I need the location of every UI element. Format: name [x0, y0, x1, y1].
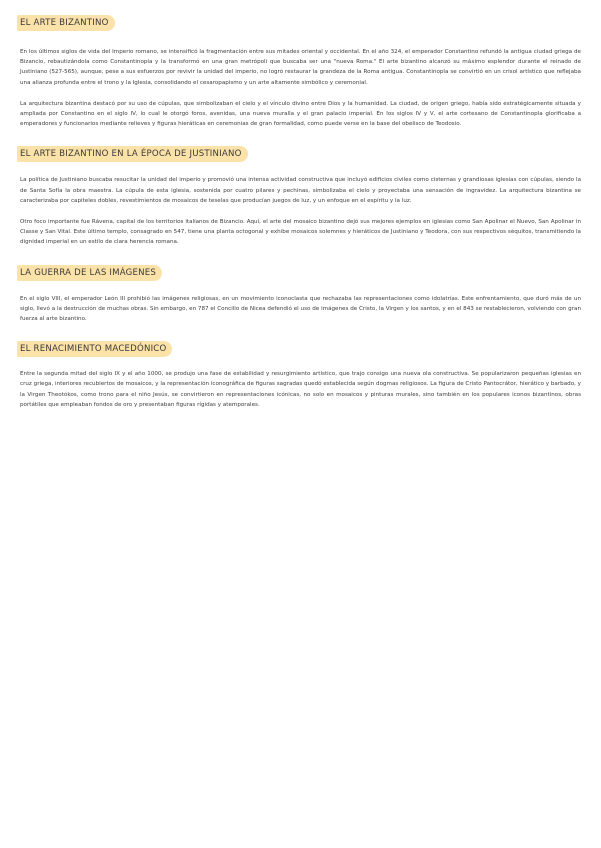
- paragraph: En el siglo VIII, el emperador León III prohibió las imágenes religiosas, en un movimiento iconoclasta que rechazaba las representaciones como idolatrías. Este enfrentamiento, que duró más de un siglo, llevó a la destrucción de muchas obras. Sin embargo, en 787 el Concilio de Nicea defendió el uso de imágenes de Cristo, la Virgen y los santos, y en el 843 se restablecieron, volviendo con gran fuerza al arte bizantino.: [20, 295, 581, 323]
- section-heading: EL ARTE BIZANTINO: [17, 15, 115, 31]
- section-heading: EL RENACIMIENTO MACEDÓNICO: [17, 341, 172, 357]
- section-justiniano: [20, 141, 581, 247]
- paragraph: La arquitectura bizantina destacó por su uso de cúpulas, que simbolizaban el cielo y el vínculo divino entre Dios y la humanidad. La ciudad, de origen griego, había sido estratégicamente situada y ampliada por Constantino en el siglo IV, lo cual le otorgó foros, avenidas, una nueva muralla y el gran palacio imperial. En los siglos IV y V, el arte cortesano de Constantinopla glorificaba a emperadores y funcionarios mediante relieves y figuras hieráticas en ceremonias de gran formalidad, como puede verse en la base del obelisco de Teodosio.: [20, 100, 581, 128]
- paragraph: La política de Justiniano buscaba resucitar la unidad del imperio y promovió una intensa actividad constructiva que incluyó edificios civiles como cisternas y grandiosas iglesias con cúpulas, siendo la de Santa Sofía la obra maestra. La cúpula de esta iglesia, sostenida por cuatro pilares y pechinas, simbolizaba el cielo y proyectaba una sensación de ingravidez. La arquitectura bizantina se caracterizaba por capiteles dobles, revestimientos de mosaicos de teselas que producían juegos de luz, y un enfoque en el espíritu y la luz.: [20, 177, 581, 204]
- section-heading: LA GUERRA DE LAS IMÁGENES: [17, 265, 162, 281]
- section-arte-bizantino: [20, 10, 581, 129]
- paragraph: Entre la segunda mitad del siglo IX y el año 1000, se produjo una fase de estabilidad y resurgimiento artístico, que trajo consigo una nueva ola constructiva. Se popularizaron pequeñas iglesias en cruz griega, interiores recubiertos de mosaicos, y la representación iconográfica de figuras sagradas quedó establecida según dogmas religiosos. La figura de Cristo Pantocrátor, hierático y barbado, y la Virgen Theotókos, como trono para el niño Jesús, se convirtieron en representaciones icónicas, no solo en mosaicos y pinturas murales, sino también en los populares iconos bizantinos, obras portátiles que empleaban fondos de oro y presentaban figuras rígidas y atemporales.: [20, 371, 581, 408]
- section-heading: EL ARTE BIZANTINO EN LA ÉPOCA DE JUSTINIANO: [17, 146, 248, 162]
- paragraph: Otro foco importante fue Rávena, capital de los territorios italianos de Bizancio. Aquí, el arte del mosaico bizantino dejó sus mejores ejemplos en iglesias como San Apolinar el Nuevo, San Apolinar in Classe y San Vital. Este último templo, consagrado en 547, tiene una planta octogonal y exhibe mosaicos solemnes y hieráticos de Justiniano y Teodora, con sus respectivos séquitos, transmitiendo la dignidad imperial en un estilo de clara herencia romana.: [20, 219, 581, 246]
- paragraph: En los últimos siglos de vida del Imperio romano, se intensificó la fragmentación entre sus mitades oriental y occidental. En el año 324, el emperador Constantino refundó la antigua ciudad griega de Bizancio, rebautizándola como Constantinopla y la transformó en una gran metrópoli que buscaba ser una "nueva Roma." El arte bizantino alcanzó su máximo esplendor durante el reinado de Justiniano (527-565), aunque, pese a sus esfuerzos por revivir la unidad del imperio, no logró restaurar la grandeza de la Roma antigua. Constantinopla se convirtió en un crisol artístico que reflejaba una alianza profunda entre el trono y la Iglesia, consolidando el cesaropapismo y un arte altamente simbólico y ceremonial.: [20, 49, 581, 86]
- section-renacimiento-macedonico: [20, 336, 581, 410]
- section-guerra-imagenes: [20, 260, 581, 325]
